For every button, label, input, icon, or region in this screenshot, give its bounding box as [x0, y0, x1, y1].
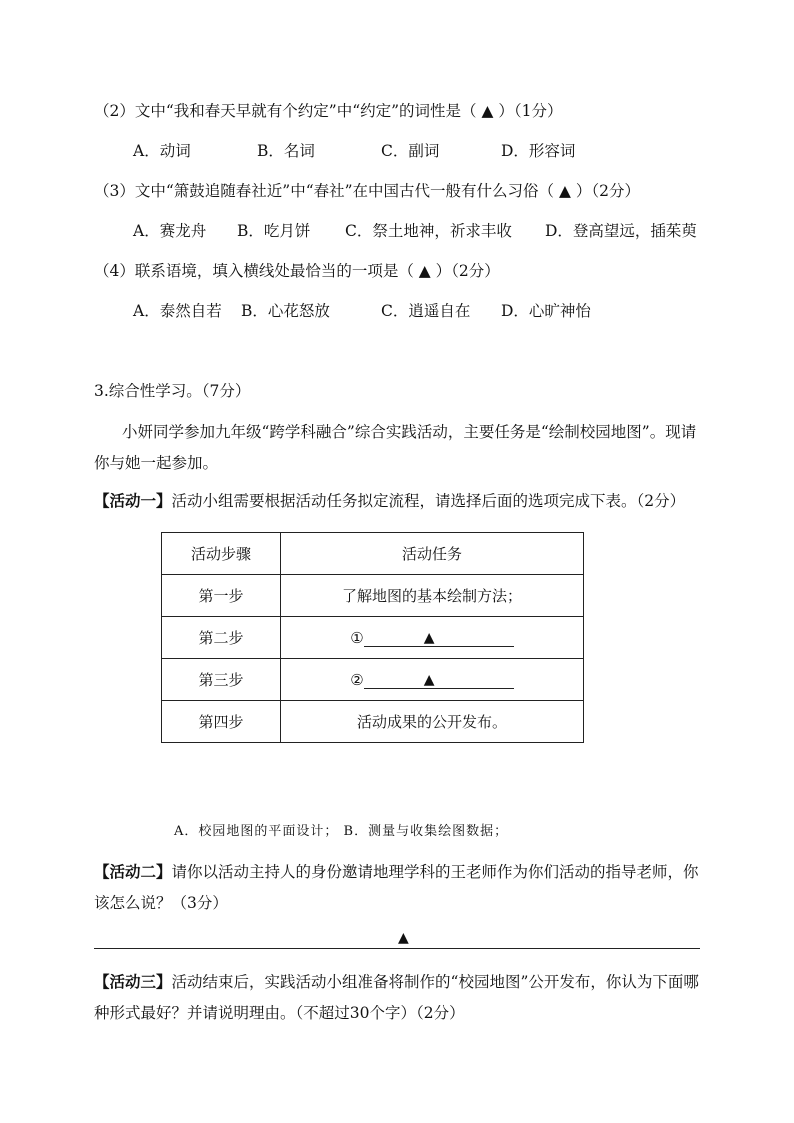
option-b: B．心花怒放 — [241, 302, 330, 320]
option-d: D．心旷神怡 — [501, 302, 591, 320]
activity-steps-table — [161, 532, 584, 743]
triangle-marker: ▲ — [423, 672, 435, 688]
option-a: A．动词 — [133, 142, 191, 160]
task-cell-blank-1[interactable] — [281, 617, 584, 659]
triangle-marker: ▲ — [398, 930, 409, 946]
activity-3-prompt — [94, 966, 706, 1029]
activity-1-choices: A．校园地图的平面设计； B．测量与收集绘图数据； — [174, 824, 509, 839]
activity-2-label: 【活动二】 — [94, 862, 172, 881]
header-task: 活动任务 — [281, 533, 584, 575]
table-row — [162, 575, 584, 617]
question-2-stem: （2）文中“我和春天早就有个约定”中“约定”的词性是（ ▲ ）（1分） — [94, 102, 563, 120]
option-a: A．泰然自若 — [133, 302, 222, 320]
option-b: B．吃月饼 — [237, 222, 311, 240]
activity-1-prompt — [94, 491, 685, 511]
activity-2-prompt — [94, 856, 706, 919]
header-step: 活动步骤 — [162, 533, 281, 575]
option-c: C．副词 — [381, 142, 440, 160]
activity-1-label: 【活动一】 — [94, 491, 172, 510]
task-cell: 了解地图的基本绘制方法； — [281, 575, 584, 617]
activity-2-text: 请你以活动主持人的身份邀请地理学科的王老师作为你们活动的指导老师，你该怎么说？（3分） — [94, 863, 699, 912]
option-c: C．祭土地神，祈求丰收 — [345, 222, 512, 240]
activity-1-text: 活动小组需要根据活动任务拟定流程，请选择后面的选项完成下表。（2分） — [171, 492, 686, 510]
option-b: B．名词 — [257, 142, 315, 160]
step-cell: 第二步 — [162, 617, 281, 659]
answer-line[interactable] — [94, 948, 700, 949]
task-cell-blank-2[interactable] — [281, 659, 584, 701]
table-row — [162, 659, 584, 701]
section-3-intro: 小妍同学参加九年级“跨学科融合”综合实践活动，主要任务是“绘制校园地图”。现请你与她一起参加。 — [94, 423, 697, 472]
option-d: D．登高望远，插茱萸 — [545, 222, 697, 240]
triangle-marker: ▲ — [423, 630, 435, 646]
table-row — [162, 617, 584, 659]
blank-number: ② — [350, 671, 364, 689]
option-a: A．赛龙舟 — [133, 222, 207, 240]
option-c: C．逍遥自在 — [381, 302, 471, 320]
step-cell: 第三步 — [162, 659, 281, 701]
table-header-row — [162, 533, 584, 575]
activity-3-text: 活动结束后，实践活动小组准备将制作的“校园地图”公开发布，你认为下面哪种形式最好？并请说明理由。（不超过30个字）（2分） — [94, 973, 699, 1022]
answer-blank[interactable] — [364, 628, 514, 647]
question-4-stem: （4）联系语境，填入横线处最恰当的一项是（ ▲ ）（2分） — [94, 262, 500, 280]
activity-3-label: 【活动三】 — [94, 972, 172, 991]
section-3-title: 3.综合性学习。（7分） — [94, 382, 251, 400]
table-row — [162, 701, 584, 743]
answer-blank[interactable] — [364, 670, 514, 689]
step-cell: 第四步 — [162, 701, 281, 743]
blank-number: ① — [350, 629, 364, 647]
step-cell: 第一步 — [162, 575, 281, 617]
task-cell: 活动成果的公开发布。 — [281, 701, 584, 743]
question-3-stem: （3）文中“箫鼓追随春社近”中“春社”在中国古代一般有什么习俗（ ▲ ）（2分） — [94, 182, 640, 200]
option-d: D．形容词 — [501, 142, 576, 160]
